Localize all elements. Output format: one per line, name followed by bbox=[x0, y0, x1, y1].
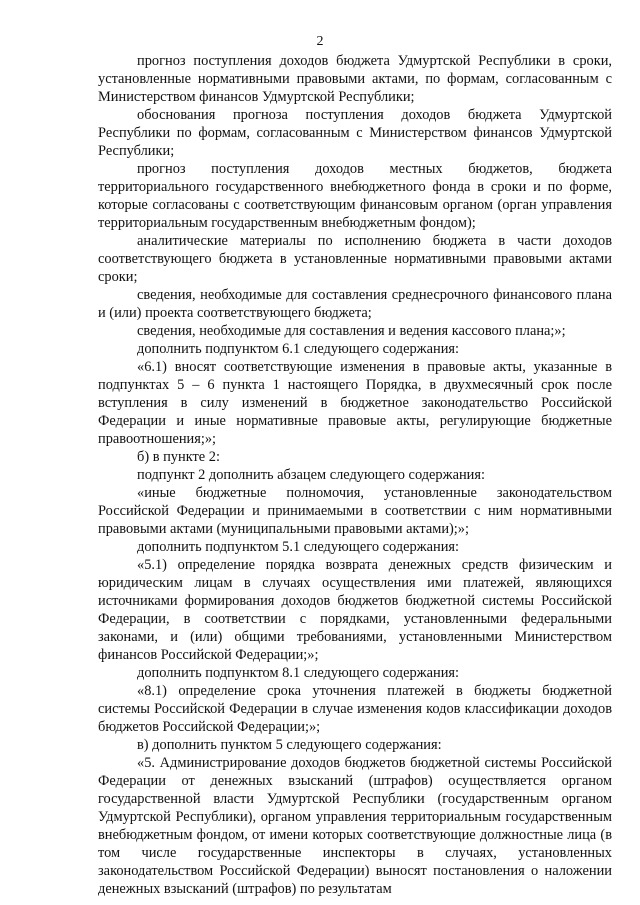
paragraph-add-6-1: дополнить подпунктом 6.1 следующего содержания: bbox=[137, 341, 460, 357]
paragraph-point-2: б) в пункте 2: bbox=[137, 449, 220, 465]
paragraph-item-5-1: «5.1) определение порядка возврата денежных средств физическим и юридическим лицам в случаях осуществления ими платежей, являющихся источниками формирования доходов бюджетов бюджетной системы Российской Федерации, в соответствии с порядками, установленными федеральными законами, и (или) общими требованиями, установленными Министерством финансов Российской Федерации;»; bbox=[98, 557, 612, 663]
paragraph-analytics: аналитические материалы по исполнению бюджета в части доходов соответствующего бюджета в установленные нормативными правовыми актами сроки; bbox=[98, 233, 612, 285]
paragraph-subpoint-2: подпункт 2 дополнить абзацем следующего содержания: bbox=[137, 467, 485, 483]
paragraph-add-8-1: дополнить подпунктом 8.1 следующего содержания: bbox=[137, 665, 460, 681]
paragraph-forecast-local: прогноз поступления доходов местных бюджетов, бюджета территориального государственного внебюджетного фонда в сроки и по форме, которые согласованы с соответствующим финансовым органом (орган управления территориальным государственным внебюджетным фондом); bbox=[98, 161, 612, 231]
page-number: 2 bbox=[316, 34, 324, 49]
paragraph-other-powers: «иные бюджетные полномочия, установленные законодательством Российской Федерации и принимаемыми в соответствии с ним нормативными правовыми актами (муниципальными правовыми актами);»; bbox=[98, 485, 612, 537]
document-body bbox=[98, 52, 612, 898]
paragraph-justification: обоснования прогноза поступления доходов бюджета Удмуртской Республики по формам, согласованным с Министерством финансов Удмуртской Республики; bbox=[98, 107, 612, 159]
paragraph-add-point-5: в) дополнить пунктом 5 следующего содержания: bbox=[137, 737, 442, 753]
paragraph-item-5-administration: «5. Администрирование доходов бюджетов бюджетной системы Российской Федерации от денежных взысканий (штрафов) осуществляется органом государственной власти Удмуртской Республики (государственным органом Удмуртской Республики), органом управления территориальным государственным внебюджетным фондом, от имени которых соответствующие должностные лица (в том числе государственные инспекторы в случаях, установленных законодательством Российской Федерации) выносят постановления о наложении денежных взысканий (штрафов) по результатам bbox=[98, 755, 612, 897]
paragraph-forecast-republic: прогноз поступления доходов бюджета Удмуртской Республики в сроки, установленные нормативными правовыми актами, по формам, согласованным с Министерством финансов Удмуртской Республики; bbox=[98, 53, 612, 105]
paragraph-midterm-plan: сведения, необходимые для составления среднесрочного финансового плана и (или) проекта соответствующего бюджета; bbox=[98, 287, 612, 321]
paragraph-cash-plan: сведения, необходимые для составления и ведения кассового плана;»; bbox=[137, 323, 566, 339]
paragraph-item-6-1: «6.1) вносят соответствующие изменения в правовые акты, указанные в подпунктах 5 – 6 пункта 1 настоящего Порядка, в двухмесячный срок после вступления в силу изменений в бюджетное законодательство Российской Федерации и иные нормативные правовые акты, регулирующие бюджетные правоотношения;»; bbox=[98, 359, 612, 447]
paragraph-add-5-1: дополнить подпунктом 5.1 следующего содержания: bbox=[137, 539, 460, 555]
paragraph-item-8-1: «8.1) определение срока уточнения платежей в бюджеты бюджетной системы Российской Федерации в случае изменения кодов классификации доходов бюджетов Российской Федерации;»; bbox=[98, 683, 612, 735]
